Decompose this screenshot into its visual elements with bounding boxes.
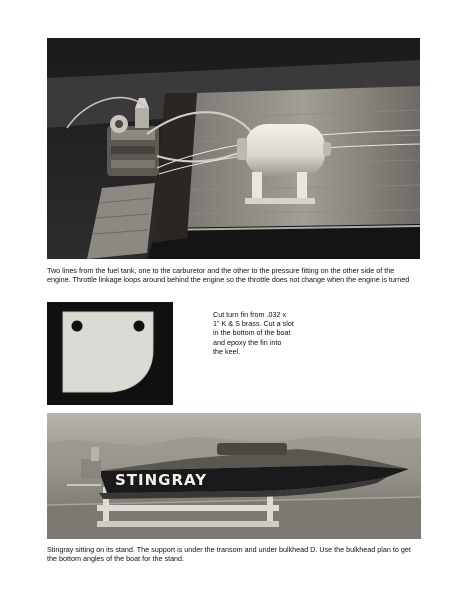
engine-photo-caption: Two lines from the fuel tank, one to the carburetor and the other to the pressure fitting on the other side of the engine. Throttle linkage loops around behind the engine so the throttle does not change when the engine is turned xyxy=(47,266,410,285)
boat-photo xyxy=(47,413,421,539)
fin-photo xyxy=(47,302,173,405)
boat-photo-caption: Stingray sitting on its stand. The support is under the transom and under bulkhead D. Use the bulkhead plan to get the bottom angles of the boat for the stand. xyxy=(47,545,411,564)
boat-hull-name: STINGRAY xyxy=(115,471,208,489)
fin-note: Cut turn fin from .032 x 1" K & S brass. Cut a slot in the bottom of the boat and epoxy the fin into the keel. xyxy=(213,310,294,356)
engine-photo xyxy=(47,38,420,259)
